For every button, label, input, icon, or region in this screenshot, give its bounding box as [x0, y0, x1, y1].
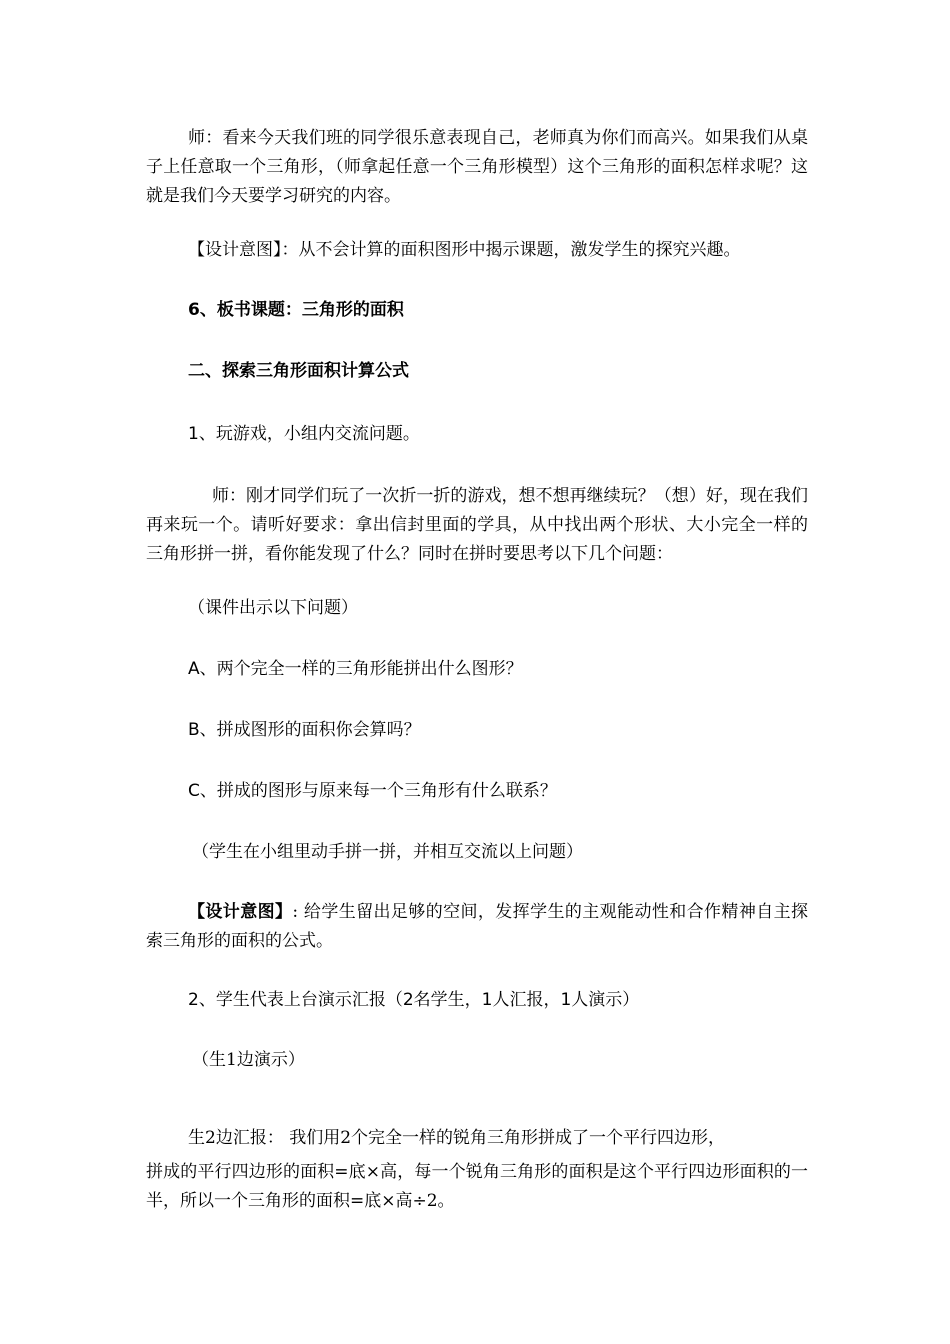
paragraph-student-report: 2、学生代表上台演示汇报（2名学生，1人汇报，1人演示）	[188, 990, 640, 1010]
question-a: A、两个完全一样的三角形能拼出什么图形？	[188, 659, 523, 679]
paragraph-design-intent-1: 【设计意图】：从不会计算的面积图形中揭示课题，激发学生的探究兴趣。	[188, 240, 741, 260]
paragraph-courseware: （课件出示以下问题）	[188, 598, 358, 618]
paragraph-design-intent-2	[146, 898, 808, 956]
design-intent-label: 【设计意图】	[188, 902, 293, 922]
question-c: C、拼成的图形与原来每一个三角形有什么联系？	[188, 781, 557, 801]
paragraph-student-two-line1: 生2边汇报： 我们用2个完全一样的锐角三角形拼成了一个平行四边形，	[188, 1128, 726, 1148]
paragraph-group-work: （学生在小组里动手拼一拼，并相互交流以上问题）	[192, 842, 583, 862]
heading-board-title: 6、板书课题：三角形的面积	[188, 300, 404, 320]
paragraph-teacher-game: 师：刚才同学们玩了一次折一折的游戏，想不想再继续玩？（想）好，现在我们再来玩一个。请听好要求：拿出信封里面的学具，从中找出两个形状、大小完全一样的三角形拼一拼，看你能发现了什么？同时在拼时要思考以下几个问题：	[146, 486, 808, 564]
design-intent-text: : 给学生留出足够的空间，发挥学生的主观能动性和合作精神自主探索三角形的面积的公式。	[146, 902, 809, 951]
paragraph-student-one: （生1边演示）	[192, 1050, 305, 1070]
question-b: B、拼成图形的面积你会算吗？	[188, 720, 421, 740]
paragraph-play-game: 1、玩游戏，小组内交流问题。	[188, 424, 420, 444]
paragraph-student-two-rest: 拼成的平行四边形的面积=底×高，每一个锐角三角形的面积是这个平行四边形面积的一半，所以一个三角形的面积=底×高÷2。	[146, 1162, 808, 1211]
heading-section-two: 二、探索三角形面积计算公式	[188, 361, 409, 381]
paragraph-teacher-intro: 师：看来今天我们班的同学很乐意表现自己，老师真为你们而高兴。如果我们从桌子上任意取一个三角形，（师拿起任意一个三角形模型）这个三角形的面积怎样求呢？这就是我们今天要学习研究的内容。	[146, 128, 808, 206]
